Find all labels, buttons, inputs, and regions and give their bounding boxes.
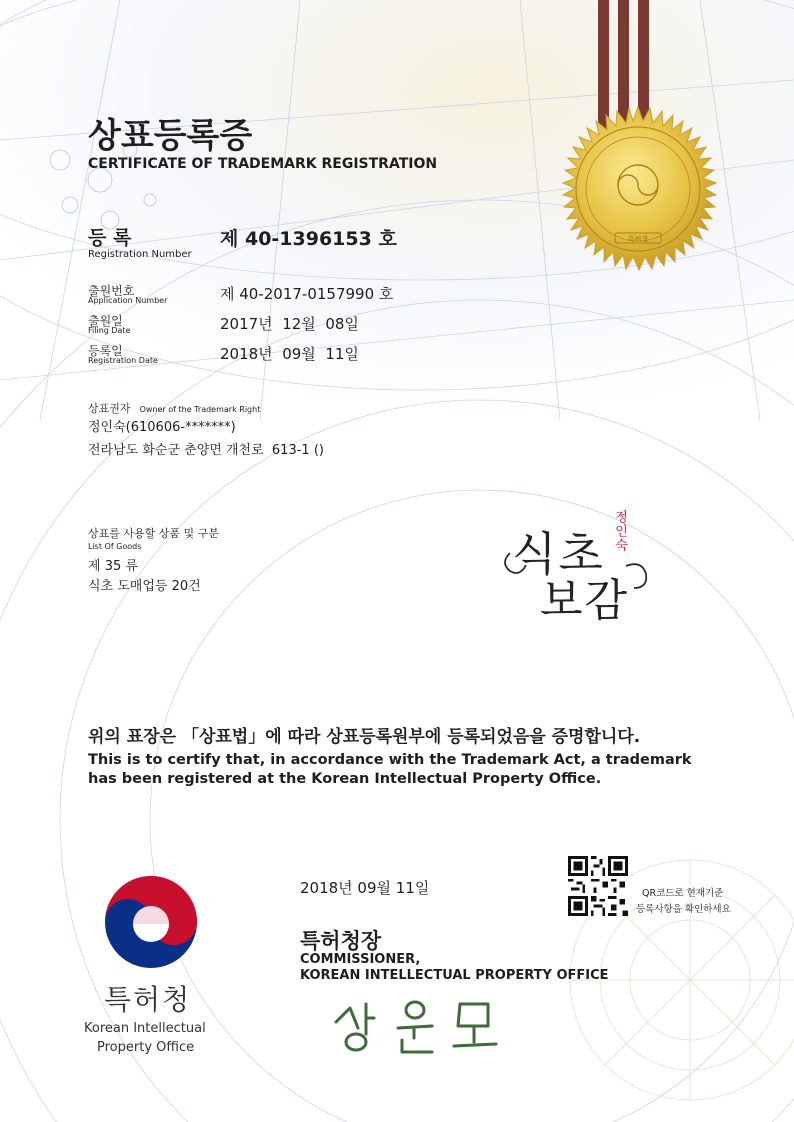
application-label-en: Application Number (88, 296, 168, 305)
trademark-mark (498, 508, 668, 626)
application-label-kr: 출원번호 (88, 284, 135, 298)
certify-text-en-1: This is to certify that, in accordance with the Trademark Act, a trademark (88, 752, 692, 768)
office-name-en-1: Korean Intellectual (84, 1021, 206, 1036)
office-name-kr: 특허청 (104, 983, 192, 1016)
registration-label-en: Registration Number (88, 249, 192, 260)
qr-caption-1: QR코드로 현재기준 (642, 888, 724, 899)
application-number: 제 40-2017-0157990 호 (220, 285, 394, 303)
owner-label-en: Owner of the Trademark Right (139, 405, 261, 414)
registration-number: 제 40-1396153 호 (220, 228, 397, 250)
mark-line-2: 보감 (540, 575, 630, 626)
qr-caption-2: 등록사항을 확인하세요 (636, 904, 731, 915)
gold-seal (553, 105, 723, 295)
reg-date-label-kr: 등록일 (88, 344, 123, 358)
commissioner-signature (328, 988, 518, 1060)
owner-name: 정인숙(610606-*******) (88, 420, 236, 435)
mark-vertical-name: 정인숙 (612, 510, 627, 552)
office-name-en-2: Property Office (97, 1040, 195, 1055)
goods-items: 식초 도매업등 20건 (88, 579, 201, 594)
reg-date-label-en: Registration Date (88, 356, 158, 365)
certify-text-kr: 위의 표장은 「상표법」에 따라 상표등록원부에 등록되었음을 증명합니다. (88, 727, 641, 747)
qr-code-icon (568, 856, 628, 916)
goods-label-en: List Of Goods (88, 542, 142, 551)
title-korean: 상표등록증 (88, 116, 253, 156)
filing-label-kr: 출원일 (88, 314, 123, 328)
goods-class: 제 35 류 (88, 559, 138, 574)
filing-label-en: Filing Date (88, 326, 131, 335)
certify-text-en-2: has been registered at the Korean Intellectual Property Office. (88, 771, 602, 787)
reg-date: 2018년 09월 11일 (220, 345, 359, 363)
owner-label-kr: 상표권자 (88, 402, 131, 415)
kipo-logo-icon (101, 872, 201, 972)
commissioner-title-en-2: KOREAN INTELLECTUAL PROPERTY OFFICE (300, 968, 609, 983)
registration-label-kr: 등 록 (88, 227, 132, 249)
issue-date: 2018년 09월 11일 (300, 879, 430, 897)
filing-date: 2017년 12월 08일 (220, 315, 359, 333)
goods-label-kr: 상표를 사용할 상품 및 구분 (88, 527, 219, 540)
commissioner-title-en-1: COMMISSIONER, (300, 952, 421, 967)
owner-label (88, 397, 260, 416)
svg-text:특허청: 특허청 (627, 235, 649, 243)
mark-line-1: 식초 (512, 527, 605, 581)
title-english: CERTIFICATE OF TRADEMARK REGISTRATION (88, 156, 438, 172)
commissioner-title-kr: 특허청장 (300, 929, 382, 953)
owner-address: 전라남도 화순군 춘양면 개천로 613-1 () (88, 443, 324, 458)
